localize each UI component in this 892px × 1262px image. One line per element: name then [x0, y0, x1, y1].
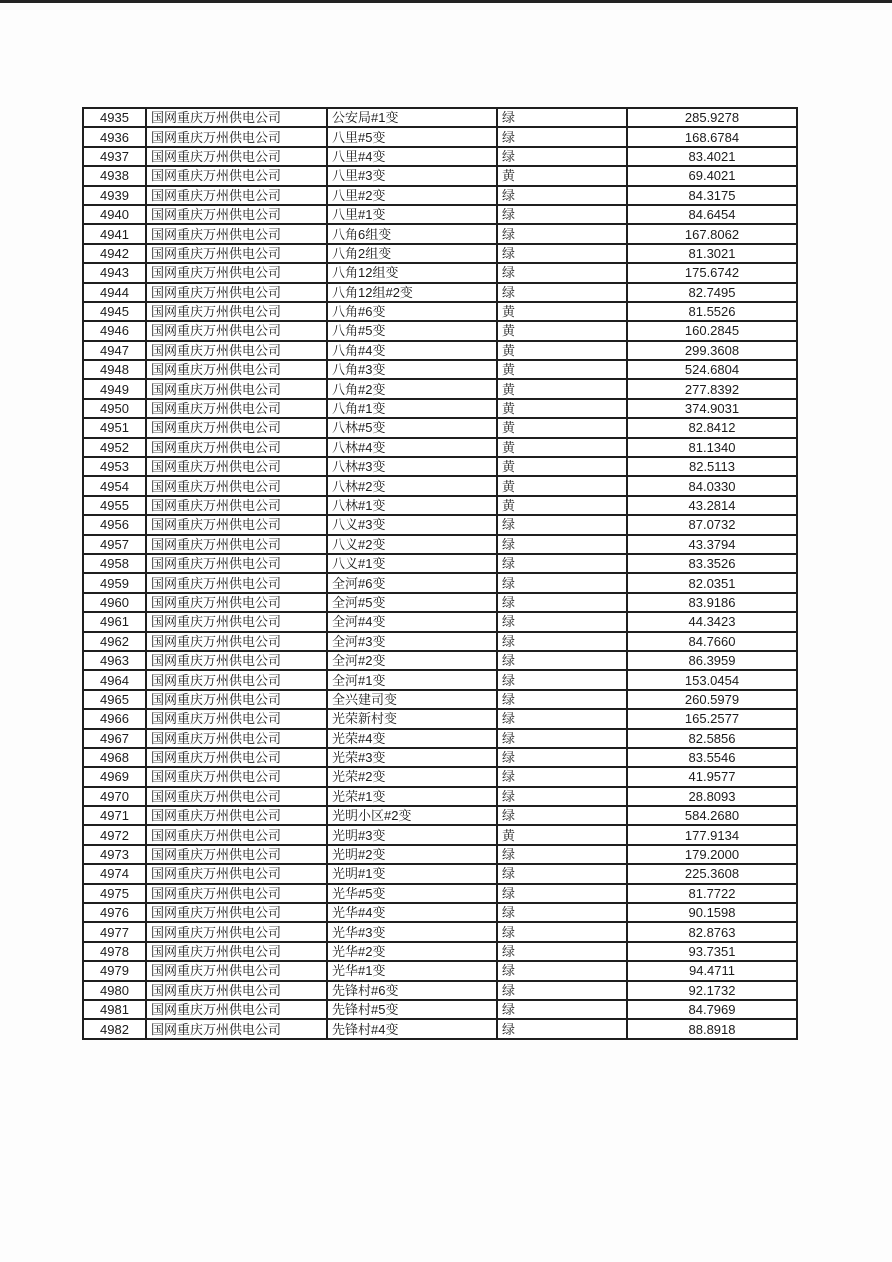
cell-id: 4938 — [83, 166, 146, 185]
cell-station: 全河#4变 — [327, 612, 497, 631]
cell-value: 179.2000 — [627, 845, 797, 864]
cell-company: 国网重庆万州供电公司 — [146, 825, 327, 844]
cell-value: 90.1598 — [627, 903, 797, 922]
cell-company: 国网重庆万州供电公司 — [146, 573, 327, 592]
cell-id: 4952 — [83, 438, 146, 457]
cell-value: 277.8392 — [627, 379, 797, 398]
cell-status: 绿 — [497, 535, 627, 554]
cell-company: 国网重庆万州供电公司 — [146, 651, 327, 670]
table-row — [83, 418, 797, 437]
table-row — [83, 632, 797, 651]
cell-status: 绿 — [497, 806, 627, 825]
cell-station: 八里#3变 — [327, 166, 497, 185]
cell-value: 82.8763 — [627, 922, 797, 941]
cell-id: 4976 — [83, 903, 146, 922]
cell-value: 168.6784 — [627, 127, 797, 146]
cell-station: 八角#1变 — [327, 399, 497, 418]
table-row — [83, 360, 797, 379]
table-row — [83, 535, 797, 554]
cell-station: 全河#6变 — [327, 573, 497, 592]
cell-company: 国网重庆万州供电公司 — [146, 418, 327, 437]
cell-station: 光华#5变 — [327, 884, 497, 903]
cell-value: 94.4711 — [627, 961, 797, 980]
cell-id: 4935 — [83, 108, 146, 127]
cell-company: 国网重庆万州供电公司 — [146, 729, 327, 748]
cell-company: 国网重庆万州供电公司 — [146, 147, 327, 166]
cell-value: 83.5546 — [627, 748, 797, 767]
cell-status: 绿 — [497, 224, 627, 243]
cell-value: 285.9278 — [627, 108, 797, 127]
cell-id: 4940 — [83, 205, 146, 224]
cell-status: 绿 — [497, 1019, 627, 1038]
cell-status: 绿 — [497, 515, 627, 534]
cell-status: 黄 — [497, 360, 627, 379]
cell-id: 4943 — [83, 263, 146, 282]
cell-company: 国网重庆万州供电公司 — [146, 476, 327, 495]
cell-status: 绿 — [497, 767, 627, 786]
cell-id: 4968 — [83, 748, 146, 767]
cell-company: 国网重庆万州供电公司 — [146, 379, 327, 398]
table-row — [83, 166, 797, 185]
cell-id: 4958 — [83, 554, 146, 573]
table-row — [83, 438, 797, 457]
cell-id: 4959 — [83, 573, 146, 592]
cell-station: 八林#2变 — [327, 476, 497, 495]
table-row — [83, 942, 797, 961]
cell-company: 国网重庆万州供电公司 — [146, 1019, 327, 1038]
cell-value: 84.3175 — [627, 186, 797, 205]
cell-value: 177.9134 — [627, 825, 797, 844]
cell-station: 全河#5变 — [327, 593, 497, 612]
cell-status: 黄 — [497, 418, 627, 437]
cell-id: 4977 — [83, 922, 146, 941]
cell-value: 225.3608 — [627, 864, 797, 883]
cell-company: 国网重庆万州供电公司 — [146, 884, 327, 903]
cell-station: 全河#2变 — [327, 651, 497, 670]
table-row — [83, 806, 797, 825]
cell-value: 374.9031 — [627, 399, 797, 418]
substation-table — [82, 107, 798, 1040]
cell-id: 4946 — [83, 321, 146, 340]
cell-status: 绿 — [497, 864, 627, 883]
cell-id: 4970 — [83, 787, 146, 806]
cell-company: 国网重庆万州供电公司 — [146, 186, 327, 205]
cell-station: 八角2组变 — [327, 244, 497, 263]
cell-status: 绿 — [497, 573, 627, 592]
cell-company: 国网重庆万州供电公司 — [146, 535, 327, 554]
cell-value: 82.5856 — [627, 729, 797, 748]
cell-status: 黄 — [497, 166, 627, 185]
cell-company: 国网重庆万州供电公司 — [146, 748, 327, 767]
cell-value: 81.7722 — [627, 884, 797, 903]
cell-id: 4942 — [83, 244, 146, 263]
cell-id: 4971 — [83, 806, 146, 825]
cell-station: 光华#3变 — [327, 922, 497, 941]
cell-status: 绿 — [497, 593, 627, 612]
cell-company: 国网重庆万州供电公司 — [146, 554, 327, 573]
cell-station: 八林#3变 — [327, 457, 497, 476]
page-top-edge-line — [0, 0, 892, 3]
table-row — [83, 903, 797, 922]
table-row — [83, 205, 797, 224]
cell-value: 93.7351 — [627, 942, 797, 961]
table-row — [83, 263, 797, 282]
cell-station: 先锋村#5变 — [327, 1000, 497, 1019]
cell-status: 黄 — [497, 438, 627, 457]
table-row — [83, 224, 797, 243]
table-row — [83, 884, 797, 903]
cell-company: 国网重庆万州供电公司 — [146, 515, 327, 534]
cell-company: 国网重庆万州供电公司 — [146, 922, 327, 941]
cell-station: 八角12组#2变 — [327, 283, 497, 302]
cell-company: 国网重庆万州供电公司 — [146, 1000, 327, 1019]
table-row — [83, 651, 797, 670]
cell-id: 4982 — [83, 1019, 146, 1038]
cell-company: 国网重庆万州供电公司 — [146, 108, 327, 127]
cell-value: 82.8412 — [627, 418, 797, 437]
cell-status: 绿 — [497, 670, 627, 689]
cell-value: 524.6804 — [627, 360, 797, 379]
table-row — [83, 670, 797, 689]
cell-station: 八角#5变 — [327, 321, 497, 340]
cell-id: 4980 — [83, 981, 146, 1000]
table-row — [83, 554, 797, 573]
cell-company: 国网重庆万州供电公司 — [146, 767, 327, 786]
cell-status: 黄 — [497, 399, 627, 418]
cell-company: 国网重庆万州供电公司 — [146, 806, 327, 825]
cell-station: 先锋村#4变 — [327, 1019, 497, 1038]
table-row — [83, 787, 797, 806]
cell-company: 国网重庆万州供电公司 — [146, 787, 327, 806]
cell-value: 28.8093 — [627, 787, 797, 806]
cell-company: 国网重庆万州供电公司 — [146, 341, 327, 360]
cell-company: 国网重庆万州供电公司 — [146, 709, 327, 728]
cell-station: 全河#3变 — [327, 632, 497, 651]
cell-station: 八角#3变 — [327, 360, 497, 379]
table-row — [83, 593, 797, 612]
cell-status: 黄 — [497, 457, 627, 476]
cell-station: 光明小区#2变 — [327, 806, 497, 825]
cell-value: 92.1732 — [627, 981, 797, 1000]
cell-company: 国网重庆万州供电公司 — [146, 632, 327, 651]
cell-status: 绿 — [497, 632, 627, 651]
cell-station: 光荣#1变 — [327, 787, 497, 806]
cell-status: 绿 — [497, 942, 627, 961]
cell-station: 先锋村#6变 — [327, 981, 497, 1000]
table-row — [83, 845, 797, 864]
cell-station: 光荣#2变 — [327, 767, 497, 786]
cell-status: 黄 — [497, 379, 627, 398]
cell-station: 八里#2变 — [327, 186, 497, 205]
cell-id: 4961 — [83, 612, 146, 631]
cell-value: 84.7969 — [627, 1000, 797, 1019]
cell-station: 光荣#4变 — [327, 729, 497, 748]
table-row — [83, 127, 797, 146]
table-body — [83, 108, 797, 1039]
cell-status: 绿 — [497, 186, 627, 205]
cell-status: 绿 — [497, 612, 627, 631]
table-row — [83, 981, 797, 1000]
table-row — [83, 283, 797, 302]
cell-station: 八角#6变 — [327, 302, 497, 321]
cell-status: 黄 — [497, 302, 627, 321]
cell-value: 88.8918 — [627, 1019, 797, 1038]
cell-value: 83.4021 — [627, 147, 797, 166]
cell-id: 4949 — [83, 379, 146, 398]
cell-value: 83.9186 — [627, 593, 797, 612]
cell-status: 黄 — [497, 825, 627, 844]
table-row — [83, 690, 797, 709]
cell-value: 43.2814 — [627, 496, 797, 515]
cell-company: 国网重庆万州供电公司 — [146, 263, 327, 282]
table-row — [83, 1000, 797, 1019]
cell-value: 175.6742 — [627, 263, 797, 282]
cell-status: 绿 — [497, 263, 627, 282]
cell-status: 绿 — [497, 709, 627, 728]
cell-id: 4978 — [83, 942, 146, 961]
cell-id: 4979 — [83, 961, 146, 980]
cell-id: 4953 — [83, 457, 146, 476]
cell-station: 光华#4变 — [327, 903, 497, 922]
cell-status: 绿 — [497, 961, 627, 980]
cell-company: 国网重庆万州供电公司 — [146, 302, 327, 321]
cell-id: 4936 — [83, 127, 146, 146]
cell-station: 八林#4变 — [327, 438, 497, 457]
cell-value: 41.9577 — [627, 767, 797, 786]
cell-id: 4981 — [83, 1000, 146, 1019]
cell-station: 八里#1变 — [327, 205, 497, 224]
table-row — [83, 573, 797, 592]
table-row — [83, 399, 797, 418]
cell-station: 光华#1变 — [327, 961, 497, 980]
cell-company: 国网重庆万州供电公司 — [146, 399, 327, 418]
cell-value: 84.6454 — [627, 205, 797, 224]
cell-station: 光荣#3变 — [327, 748, 497, 767]
cell-company: 国网重庆万州供电公司 — [146, 496, 327, 515]
cell-station: 八里#5变 — [327, 127, 497, 146]
cell-value: 260.5979 — [627, 690, 797, 709]
cell-value: 87.0732 — [627, 515, 797, 534]
cell-value: 299.3608 — [627, 341, 797, 360]
cell-status: 绿 — [497, 651, 627, 670]
cell-id: 4947 — [83, 341, 146, 360]
table-row — [83, 612, 797, 631]
cell-value: 153.0454 — [627, 670, 797, 689]
cell-station: 八角#4变 — [327, 341, 497, 360]
cell-status: 绿 — [497, 922, 627, 941]
cell-company: 国网重庆万州供电公司 — [146, 612, 327, 631]
table-row — [83, 515, 797, 534]
cell-value: 44.3423 — [627, 612, 797, 631]
cell-station: 光荣新村变 — [327, 709, 497, 728]
cell-station: 全河#1变 — [327, 670, 497, 689]
cell-id: 4975 — [83, 884, 146, 903]
cell-id: 4939 — [83, 186, 146, 205]
cell-value: 167.8062 — [627, 224, 797, 243]
cell-value: 86.3959 — [627, 651, 797, 670]
cell-id: 4945 — [83, 302, 146, 321]
cell-value: 584.2680 — [627, 806, 797, 825]
cell-id: 4937 — [83, 147, 146, 166]
cell-id: 4941 — [83, 224, 146, 243]
cell-company: 国网重庆万州供电公司 — [146, 845, 327, 864]
cell-status: 黄 — [497, 321, 627, 340]
substation-table-container — [82, 107, 788, 1040]
cell-id: 4964 — [83, 670, 146, 689]
cell-company: 国网重庆万州供电公司 — [146, 127, 327, 146]
cell-id: 4967 — [83, 729, 146, 748]
cell-company: 国网重庆万州供电公司 — [146, 438, 327, 457]
cell-value: 84.0330 — [627, 476, 797, 495]
cell-status: 绿 — [497, 108, 627, 127]
cell-id: 4974 — [83, 864, 146, 883]
cell-value: 82.5113 — [627, 457, 797, 476]
cell-station: 全兴建司变 — [327, 690, 497, 709]
cell-company: 国网重庆万州供电公司 — [146, 942, 327, 961]
cell-id: 4960 — [83, 593, 146, 612]
cell-station: 八角#2变 — [327, 379, 497, 398]
cell-company: 国网重庆万州供电公司 — [146, 244, 327, 263]
table-row — [83, 496, 797, 515]
cell-status: 绿 — [497, 729, 627, 748]
cell-value: 160.2845 — [627, 321, 797, 340]
cell-station: 八林#5变 — [327, 418, 497, 437]
cell-status: 绿 — [497, 147, 627, 166]
cell-status: 绿 — [497, 884, 627, 903]
cell-value: 83.3526 — [627, 554, 797, 573]
cell-id: 4972 — [83, 825, 146, 844]
table-row — [83, 864, 797, 883]
cell-company: 国网重庆万州供电公司 — [146, 864, 327, 883]
cell-id: 4963 — [83, 651, 146, 670]
cell-status: 绿 — [497, 1000, 627, 1019]
cell-status: 绿 — [497, 244, 627, 263]
cell-station: 光明#1变 — [327, 864, 497, 883]
table-row — [83, 1019, 797, 1038]
cell-station: 八林#1变 — [327, 496, 497, 515]
cell-status: 绿 — [497, 283, 627, 302]
cell-id: 4962 — [83, 632, 146, 651]
cell-company: 国网重庆万州供电公司 — [146, 981, 327, 1000]
cell-id: 4966 — [83, 709, 146, 728]
cell-company: 国网重庆万州供电公司 — [146, 593, 327, 612]
cell-company: 国网重庆万州供电公司 — [146, 321, 327, 340]
cell-id: 4957 — [83, 535, 146, 554]
cell-value: 69.4021 — [627, 166, 797, 185]
table-row — [83, 321, 797, 340]
cell-company: 国网重庆万州供电公司 — [146, 360, 327, 379]
cell-id: 4955 — [83, 496, 146, 515]
table-row — [83, 147, 797, 166]
cell-company: 国网重庆万州供电公司 — [146, 961, 327, 980]
cell-status: 绿 — [497, 787, 627, 806]
cell-status: 黄 — [497, 496, 627, 515]
cell-status: 绿 — [497, 748, 627, 767]
cell-value: 84.7660 — [627, 632, 797, 651]
cell-value: 165.2577 — [627, 709, 797, 728]
cell-status: 绿 — [497, 554, 627, 573]
cell-value: 82.7495 — [627, 283, 797, 302]
cell-id: 4965 — [83, 690, 146, 709]
cell-station: 八角6组变 — [327, 224, 497, 243]
table-row — [83, 379, 797, 398]
cell-status: 绿 — [497, 127, 627, 146]
table-row — [83, 922, 797, 941]
table-row — [83, 341, 797, 360]
cell-station: 八义#1变 — [327, 554, 497, 573]
table-row — [83, 729, 797, 748]
table-row — [83, 302, 797, 321]
cell-id: 4951 — [83, 418, 146, 437]
cell-id: 4969 — [83, 767, 146, 786]
cell-company: 国网重庆万州供电公司 — [146, 166, 327, 185]
cell-status: 黄 — [497, 476, 627, 495]
cell-id: 4948 — [83, 360, 146, 379]
table-row — [83, 961, 797, 980]
cell-station: 八角12组变 — [327, 263, 497, 282]
cell-station: 光明#2变 — [327, 845, 497, 864]
cell-id: 4956 — [83, 515, 146, 534]
cell-company: 国网重庆万州供电公司 — [146, 205, 327, 224]
cell-value: 82.0351 — [627, 573, 797, 592]
cell-company: 国网重庆万州供电公司 — [146, 690, 327, 709]
table-row — [83, 767, 797, 786]
cell-id: 4944 — [83, 283, 146, 302]
cell-station: 公安局#1变 — [327, 108, 497, 127]
cell-value: 81.1340 — [627, 438, 797, 457]
cell-station: 光明#3变 — [327, 825, 497, 844]
cell-station: 八义#3变 — [327, 515, 497, 534]
cell-status: 黄 — [497, 341, 627, 360]
table-row — [83, 476, 797, 495]
cell-id: 4954 — [83, 476, 146, 495]
table-row — [83, 186, 797, 205]
cell-company: 国网重庆万州供电公司 — [146, 670, 327, 689]
cell-value: 81.5526 — [627, 302, 797, 321]
cell-status: 绿 — [497, 690, 627, 709]
cell-id: 4973 — [83, 845, 146, 864]
cell-company: 国网重庆万州供电公司 — [146, 903, 327, 922]
cell-company: 国网重庆万州供电公司 — [146, 283, 327, 302]
cell-value: 43.3794 — [627, 535, 797, 554]
table-row — [83, 457, 797, 476]
cell-status: 绿 — [497, 981, 627, 1000]
cell-station: 光华#2变 — [327, 942, 497, 961]
cell-status: 绿 — [497, 205, 627, 224]
cell-station: 八里#4变 — [327, 147, 497, 166]
table-row — [83, 108, 797, 127]
table-row — [83, 709, 797, 728]
cell-station: 八义#2变 — [327, 535, 497, 554]
cell-value: 81.3021 — [627, 244, 797, 263]
cell-status: 绿 — [497, 903, 627, 922]
table-row — [83, 748, 797, 767]
cell-company: 国网重庆万州供电公司 — [146, 457, 327, 476]
table-row — [83, 825, 797, 844]
cell-id: 4950 — [83, 399, 146, 418]
table-row — [83, 244, 797, 263]
cell-status: 绿 — [497, 845, 627, 864]
cell-company: 国网重庆万州供电公司 — [146, 224, 327, 243]
